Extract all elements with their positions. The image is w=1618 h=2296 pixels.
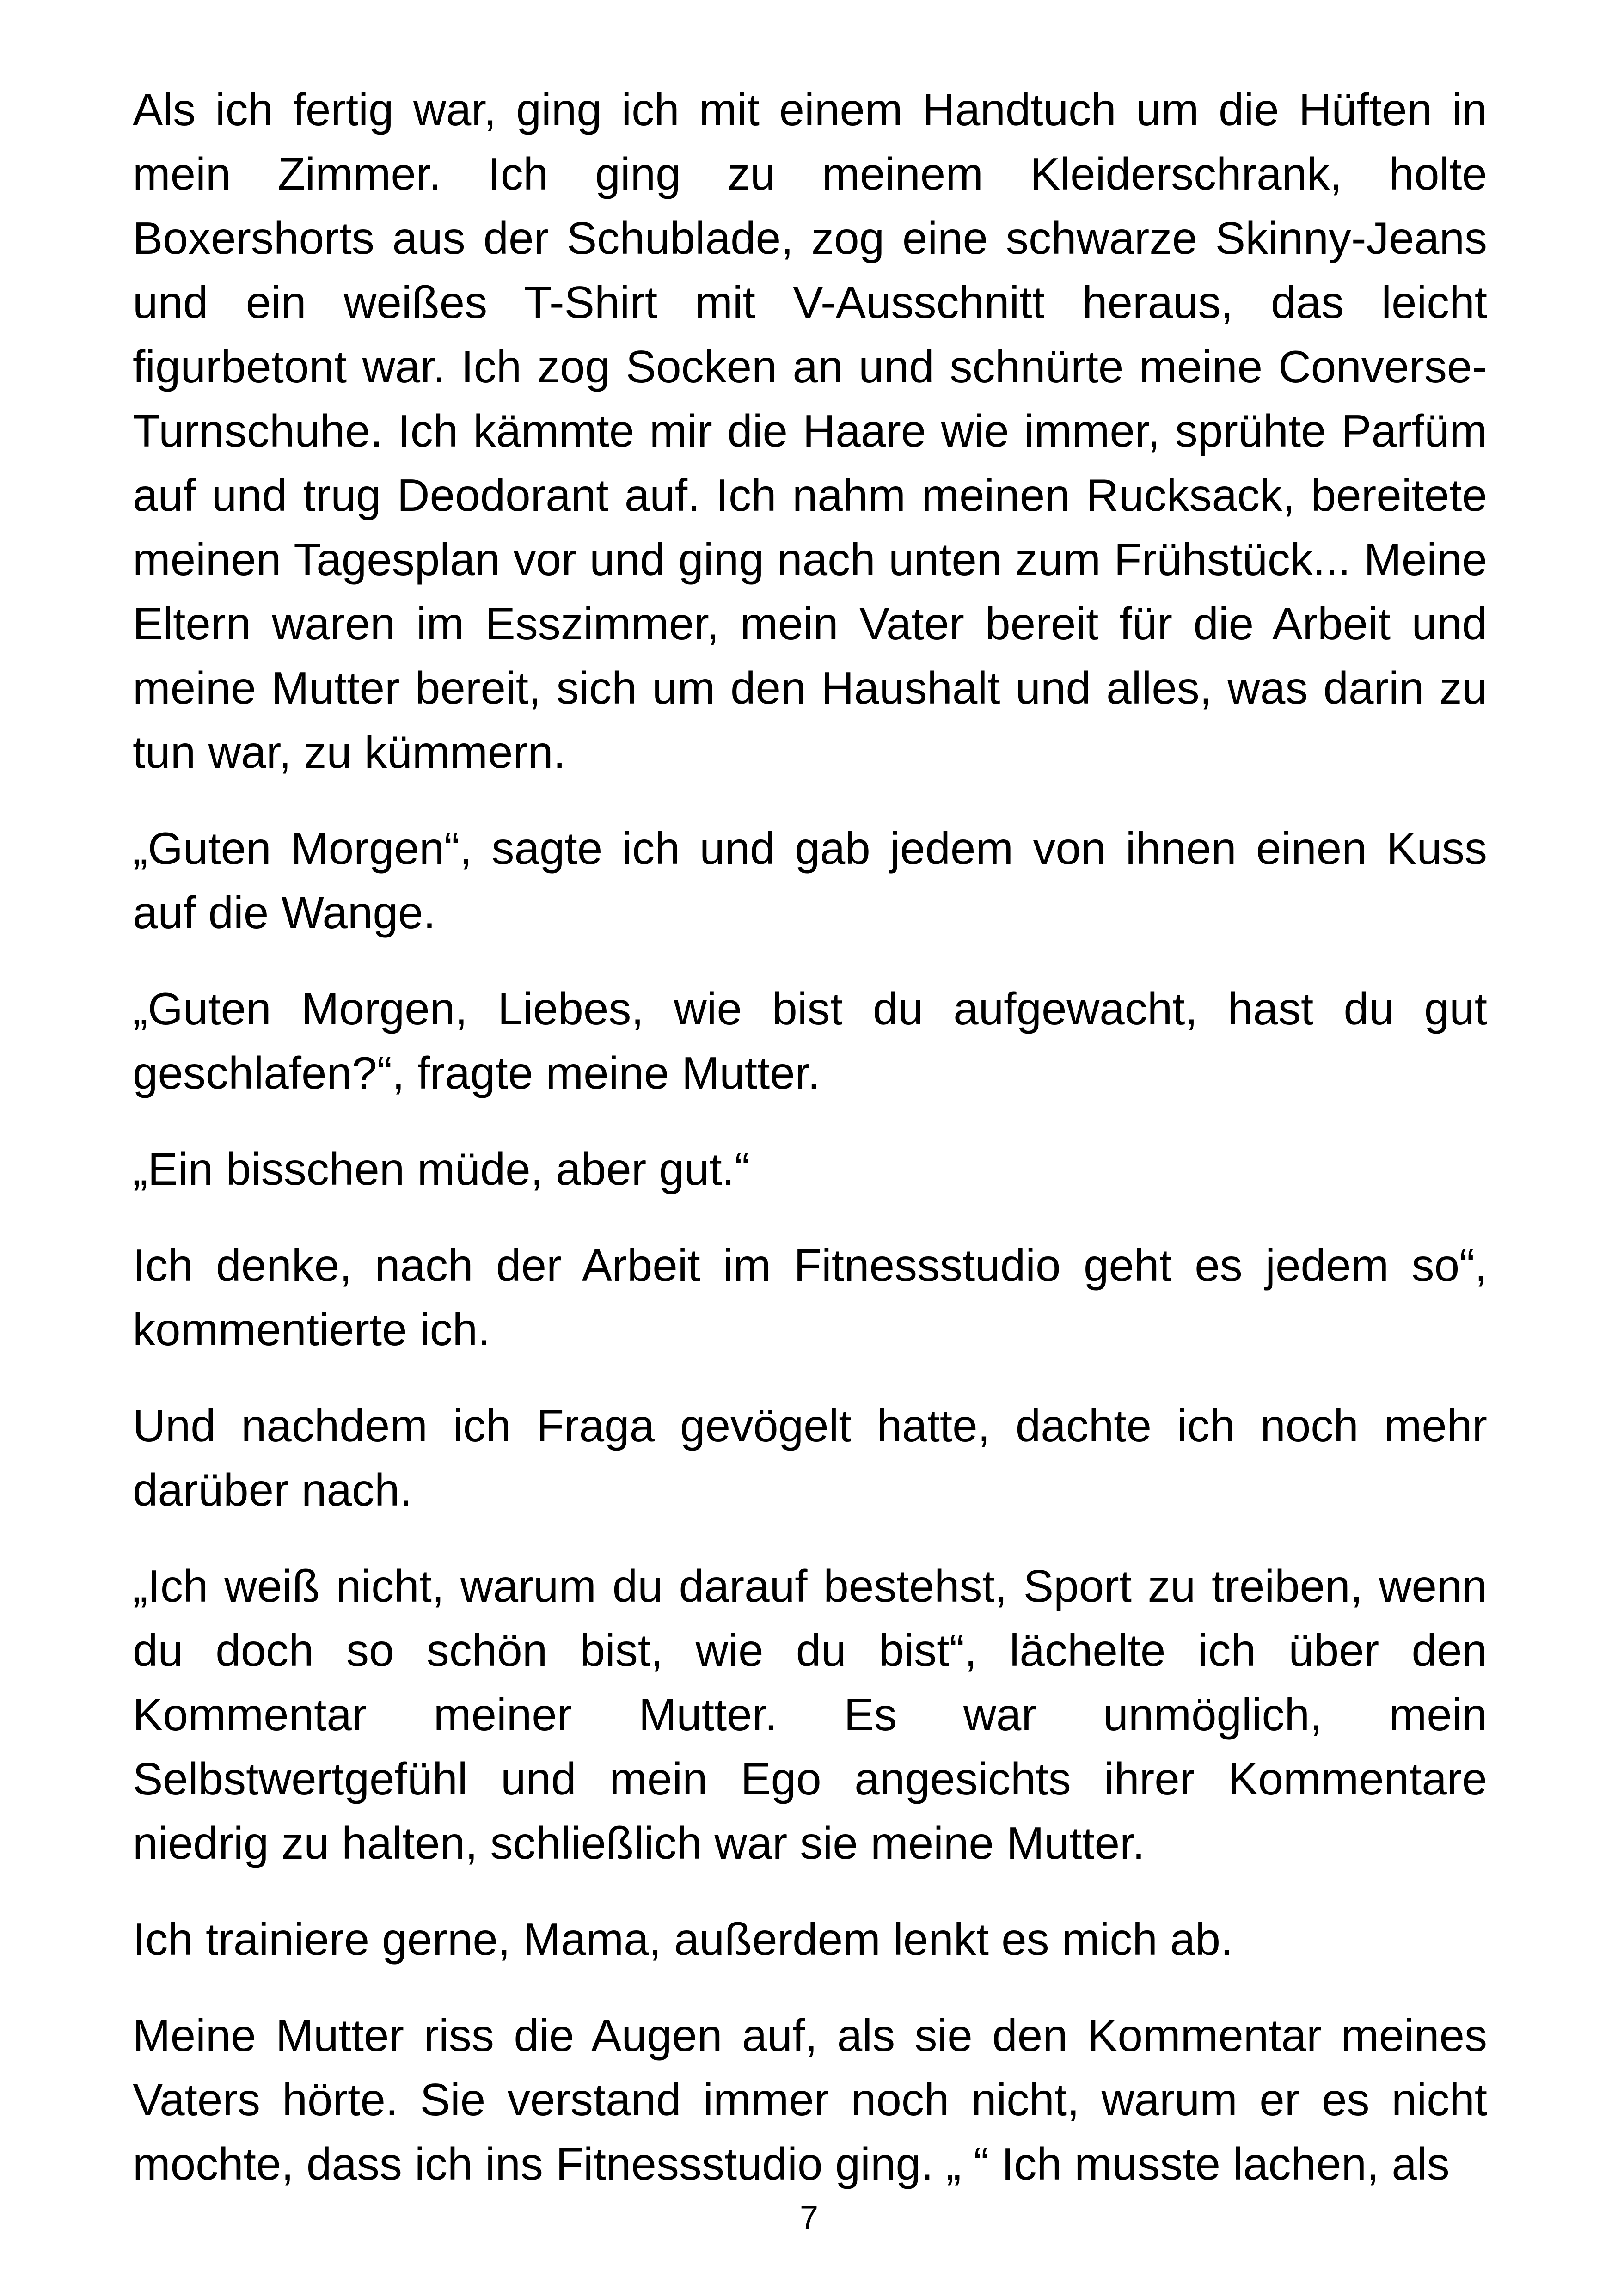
paragraph: Und nachdem ich Fraga gevögelt hatte, dachte ich noch mehr darüber nach. [133,1400,1487,1515]
paragraph: „Guten Morgen“, sagte ich und gab jedem von ihnen einen Kuss auf die Wange. [133,823,1487,938]
paragraph: Ich trainiere gerne, Mama, außerdem lenkt es mich ab. [133,1914,1233,1965]
paragraph: Meine Mutter riss die Augen auf, als sie den Kommentar meines Vaters hörte. Sie verstand immer noch nicht, warum er es nicht mochte, dass ich ins Fitnessstudio ging. „ “ Ich musste lachen, als [133,2010,1487,2189]
paragraph: „Guten Morgen, Liebes, wie bist du aufgewacht, hast du gut geschlafen?“, fragte meine Mutter. [133,983,1487,1098]
paragraph: „Ein bisschen müde, aber gut.“ [133,1144,750,1194]
page-number: 7 [799,2199,819,2236]
paragraph: Ich denke, nach der Arbeit im Fitnessstudio geht es jedem so“, kommentierte ich. [133,1240,1487,1355]
paragraph: Als ich fertig war, ging ich mit einem Handtuch um die Hüften in mein Zimmer. Ich ging zu meinem Kleiderschrank, holte Boxershorts aus der Schublade, zog eine schwarze Skinny-Jeans und ein weißes T-Shirt mit V-Ausschnitt heraus, das leicht figurbetont war. Ich zog Socken an und schnürte meine Converse-Turnschuhe. Ich kämmte mir die Haare wie immer, sprühte Parfüm auf und trug Deodorant auf. Ich nahm meinen Rucksack, bereitete meinen Tagesplan vor und ging nach unten zum Frühstück... Meine Eltern waren im Esszimmer, mein Vater bereit für die Arbeit und meine Mutter bereit, sich um den Haushalt und alles, was darin zu tun war, zu kümmern. [133,84,1487,778]
body-text [133,78,1487,2196]
paragraph: „Ich weiß nicht, warum du darauf bestehst, Sport zu treiben, wenn du doch so schön bist, wie du bist“, lächelte ich über den Kommentar meiner Mutter. Es war unmöglich, mein Selbstwertgefühl und mein Ego angesichts ihrer Kommentare niedrig zu halten, schließlich war sie meine Mutter. [133,1561,1487,1868]
